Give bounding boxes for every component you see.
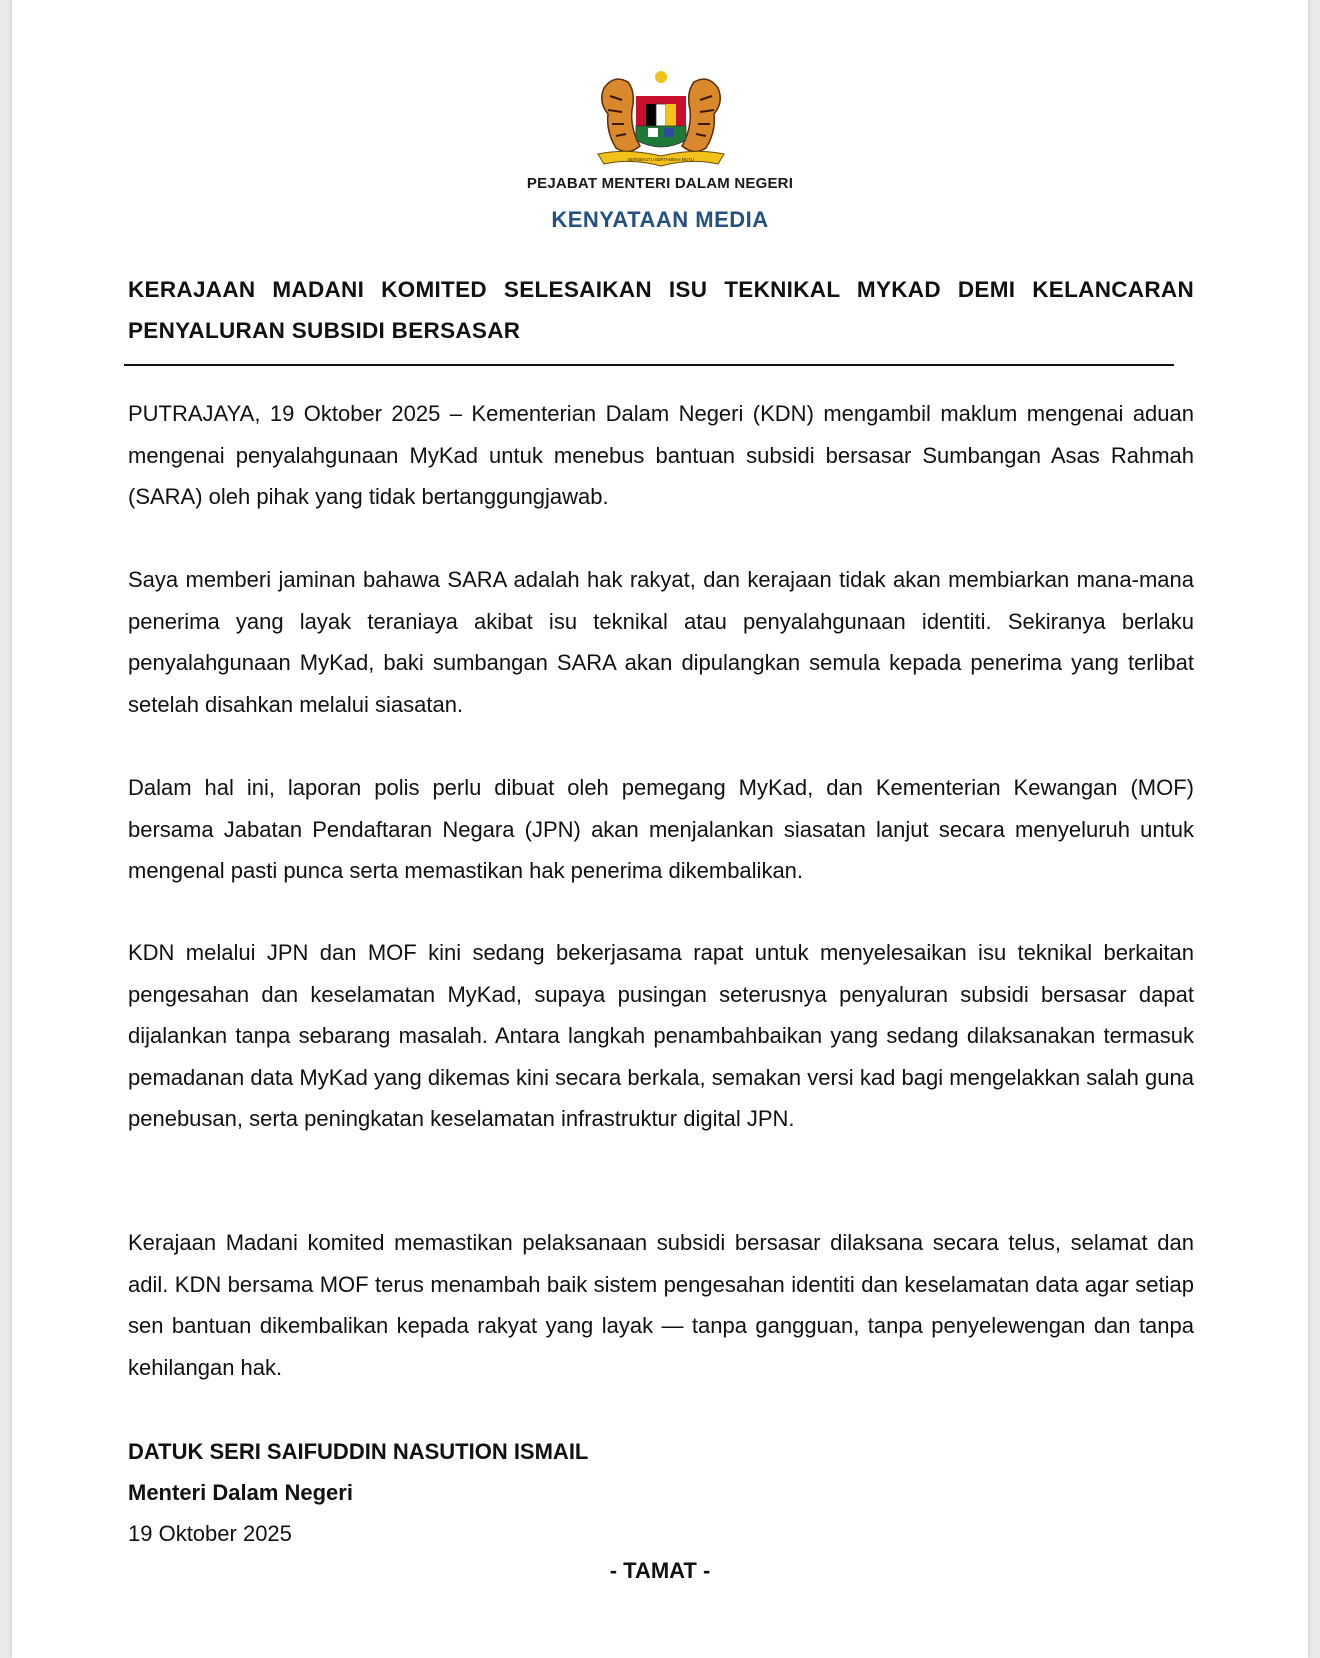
paragraph-4: KDN melalui JPN dan MOF kini sedang bekerjasama rapat untuk menyelesaikan isu teknikal berkaitan pengesahan dan keselamatan MyKad, supaya pusingan seterusnya penyaluran subsidi bersasar dapat dijalankan tanpa sebarang masalah. Antara langkah penambahbaikan yang sedang dilaksanakan termasuk pemadanan data MyKad yang dikemas kini secara berkala, semakan versi kad bagi mengelakkan salah guna penebusan, serta peningkatan keselamatan infrastruktur digital JPN.	[128, 940, 1194, 1131]
signatory-name	[128, 1431, 588, 1472]
office-name: PEJABAT MENTERI DALAM NEGERI	[526, 175, 794, 192]
headline-line-1: KERAJAAN MADANI KOMITED SELESAIKAN ISU TEKNIKAL MYKAD DEMI KELANCARAN	[128, 277, 1194, 302]
signatory-title-text: Menteri Dalam Negeri	[128, 1480, 353, 1505]
paragraph-1: PUTRAJAYA, 19 Oktober 2025 – Kementerian Dalam Negeri (KDN) mengambil maklum mengenai aduan mengenai penyalahgunaan MyKad untuk menebus bantuan subsidi bersasar Sumbangan Asas Rahmah (SARA) oleh pihak yang tidak bertanggungjawab.	[128, 401, 1194, 509]
signatory-title	[128, 1472, 353, 1513]
end-mark: - TAMAT -	[609, 1558, 711, 1583]
headline-line-2: PENYALURAN SUBSIDI BERSASAR	[128, 318, 521, 343]
paragraph-2: Saya memberi jaminan bahawa SARA adalah hak rakyat, dan kerajaan tidak akan membiarkan mana-mana penerima yang layak teraniaya akibat isu teknikal atau penyalahgunaan identiti. Sekiranya berlaku penyalahgunaan MyKad, baki sumbangan SARA akan dipulangkan semula kepada penerima yang terlibat setelah disahkan melalui siasatan.	[128, 567, 1194, 717]
document-type: KENYATAAN MEDIA	[551, 207, 769, 232]
crest-motto: BERSEKUTU BERTAMBAH MUTU	[628, 157, 694, 162]
signature-date: 19 Oktober 2025	[128, 1521, 292, 1546]
paragraph-3: Dalam hal ini, laporan polis perlu dibuat oleh pemegang MyKad, dan Kementerian Kewangan (MOF) bersama Jabatan Pendaftaran Negara (JPN) akan menjalankan siasatan lanjut secara menyeluruh untuk mengenal pasti punca serta memastikan hak penerima dikembalikan.	[128, 775, 1194, 883]
paragraph-5: Kerajaan Madani komited memastikan pelaksanaan subsidi bersasar dilaksana secara telus, selamat dan adil. KDN bersama MOF terus menambah baik sistem pengesahan identiti dan keselamatan data agar setiap sen bantuan dikembalikan kepada rakyat yang layak — tanpa gangguan, tanpa penyelewengan dan tanpa kehilangan hak.	[128, 1230, 1194, 1380]
headline	[128, 269, 1194, 351]
headline-divider	[124, 364, 1174, 366]
signatory-name-text: DATUK SERI SAIFUDDIN NASUTION ISMAIL	[128, 1439, 589, 1464]
malaysia-coat-of-arms-icon	[590, 66, 732, 174]
